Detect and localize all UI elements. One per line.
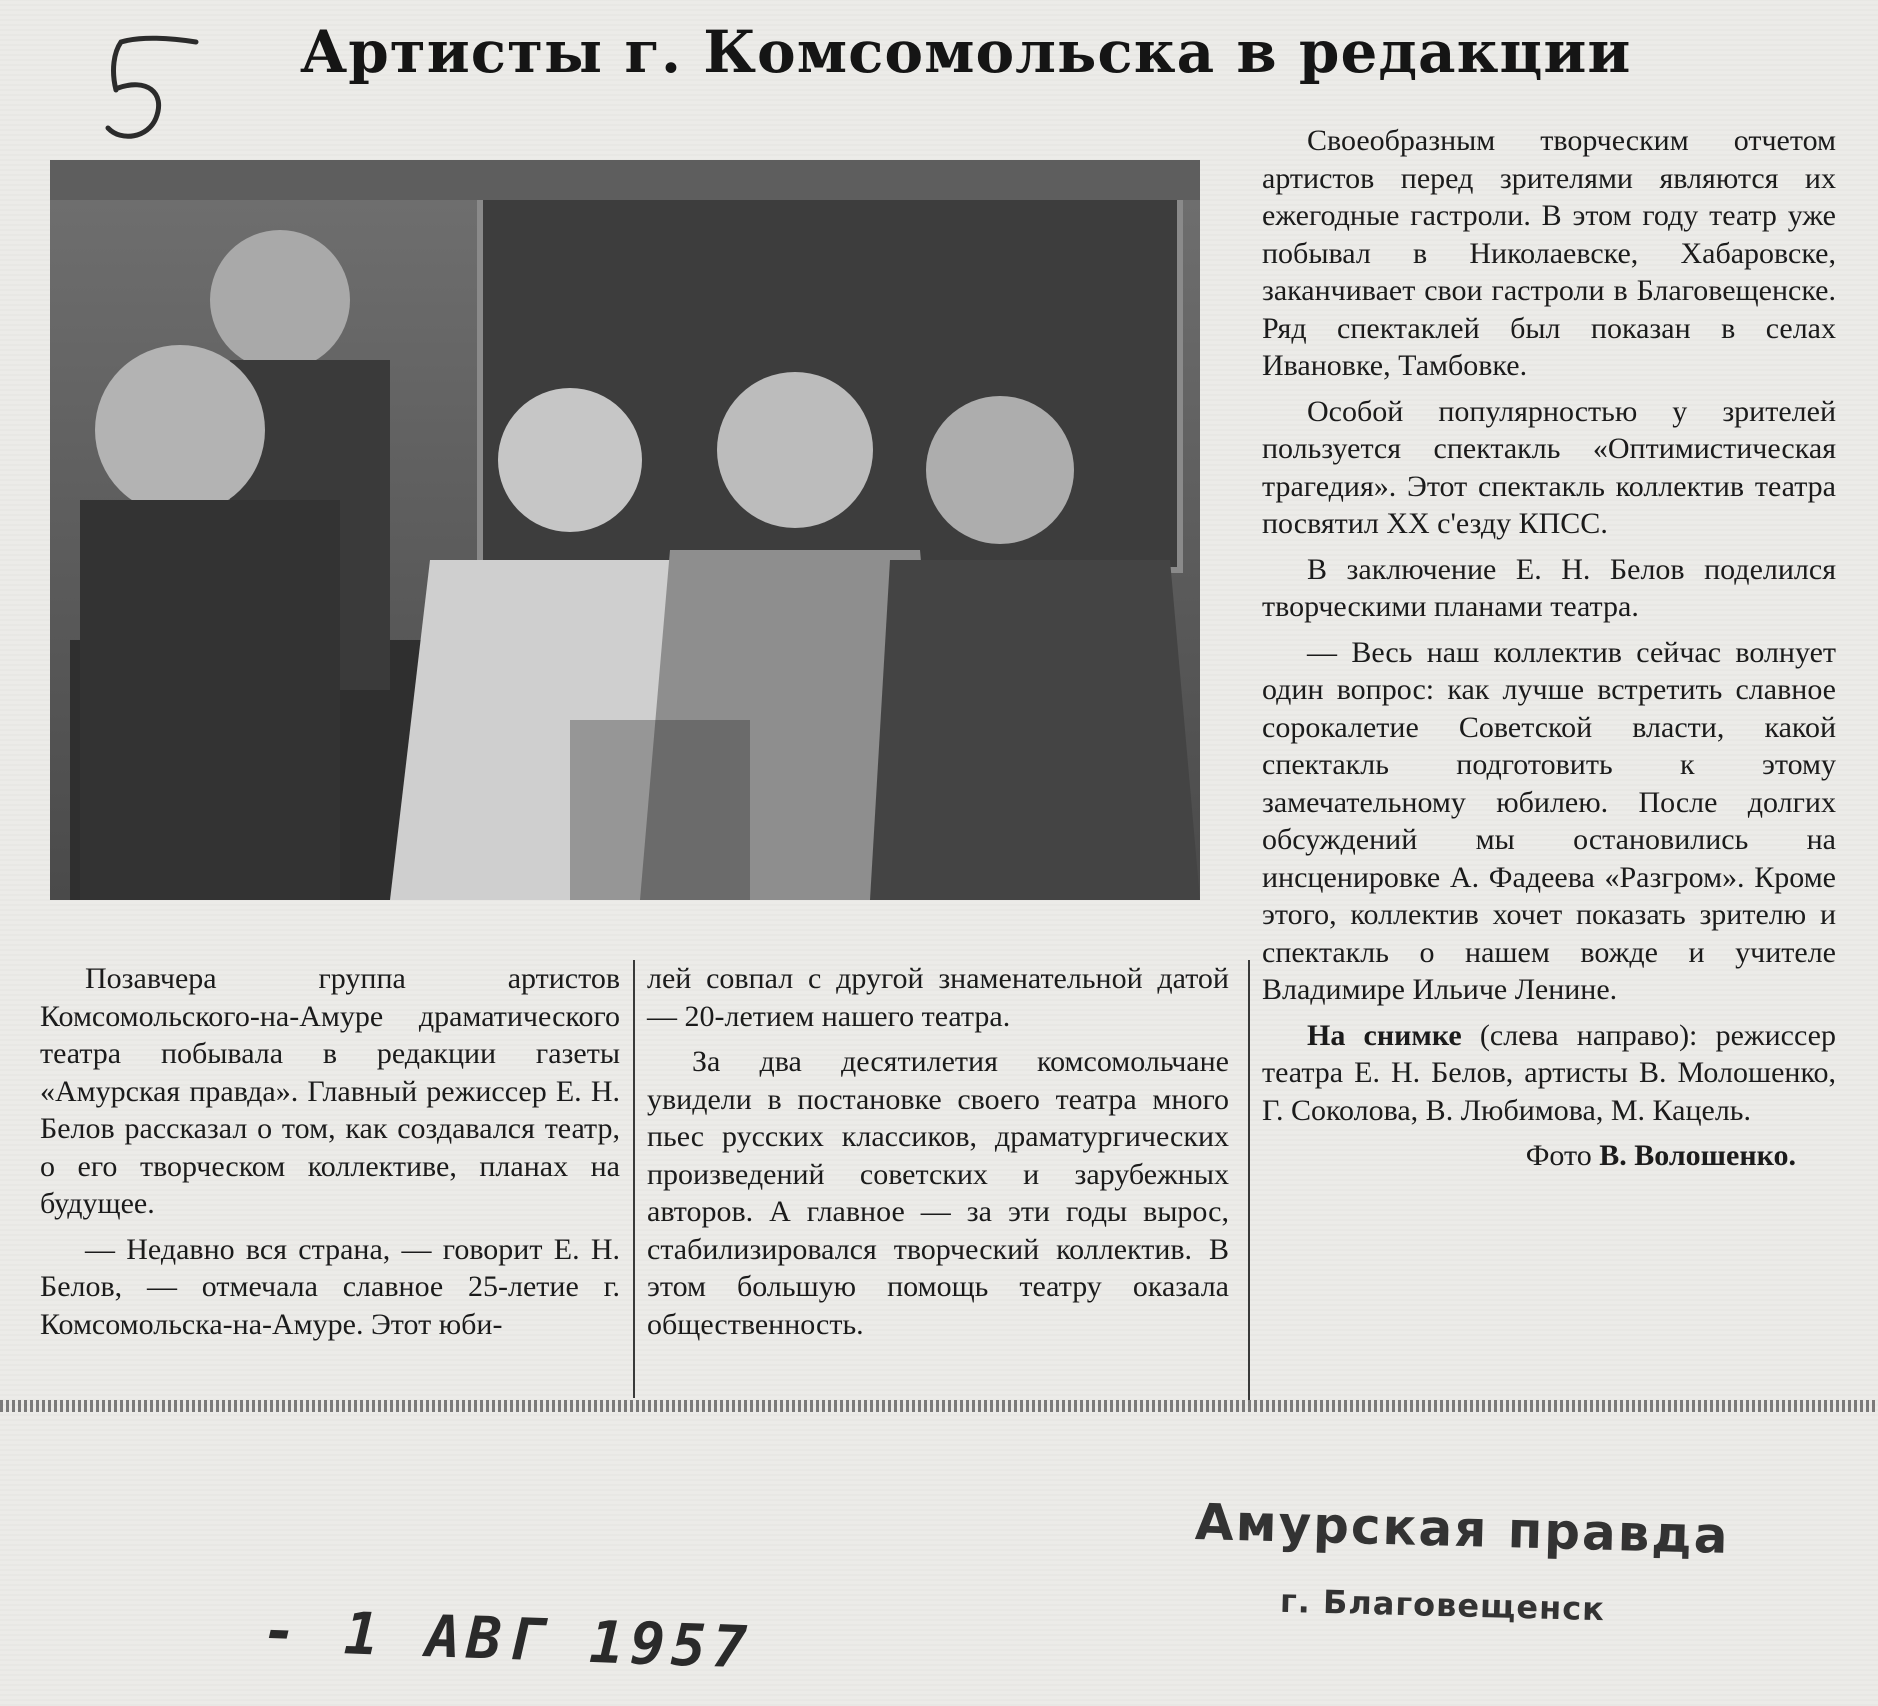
paragraph: Особой популярностью у зрителей пользуется спектакль «Оптимистическая трагедия». Этот спектакль коллектив театра посвятил XX с'езду КПСС. xyxy=(1262,394,1836,540)
paragraph: За два десятилетия комсомольчане увидели в постановке своего театра много пьес русских классиков, драматургических произведений советских и зарубежных авторов. А главное — за эти годы вырос, стабилизировался творческий коллектив. В этом большую помощь театру оказала общественность. xyxy=(647,1045,1229,1341)
clipping-edge xyxy=(0,1400,1878,1412)
date-stamp: - 1 АВГ 1957 xyxy=(260,1596,755,1682)
credit-author: В. Волошенко. xyxy=(1599,1139,1796,1172)
group-photo xyxy=(50,160,1200,900)
article-column-1 xyxy=(40,960,620,1343)
newspaper-stamp: Амурская правда xyxy=(1194,1493,1731,1565)
caption-lead: На снимке xyxy=(1307,1018,1462,1052)
article-column-2 xyxy=(647,960,1229,1343)
newspaper-city-stamp: г. Благовещенск xyxy=(1279,1581,1606,1629)
article-column-3 xyxy=(1262,122,1836,1175)
caption-text: (слева направо): режиссер театра Е. Н. Белов, артисты В. Молошенко, Г. Соколова, В. Любимова, М. Кацель. xyxy=(1262,1018,1836,1127)
handwritten-page-number xyxy=(96,30,206,150)
article-headline: Артисты г. Комсомольска в редакции xyxy=(300,18,1632,86)
paragraph: В заключение Е. Н. Белов поделился творческими планами театра. xyxy=(1262,552,1836,623)
photo-caption xyxy=(1262,1017,1836,1130)
photo-credit xyxy=(1262,1137,1836,1175)
paragraph: лей совпал с другой знаменательной датой — 20-летием нашего театра. xyxy=(647,962,1229,1033)
paragraph: — Весь наш коллектив сейчас волнует один вопрос: как лучше встретить славное сорокалетие Советской власти, какой спектакль подготовить к этому замечательному юбилею. После долгих обсуждений мы остановились на инсценировке А. Фадеева «Разгром». Кроме этого, коллектив хочет показать зрителю и спектакль о нашем вожде и учителе Владимире Ильиче Ленине. xyxy=(1262,635,1836,1006)
paragraph: Позавчера группа артистов Комсомольского-на-Амуре драматического театра побывала в редакции газеты «Амурская правда». Главный режиссер Е. Н. Белов рассказал о том, как создавался театр, о его творческом коллективе, планах на будущее. xyxy=(40,962,620,1220)
paragraph: — Недавно вся страна, — говорит Е. Н. Белов, — отмечала славное 25-летие г. Комсомольска-на-Амуре. Этот юби- xyxy=(40,1232,620,1341)
credit-prefix: Фото xyxy=(1525,1139,1600,1172)
column-divider xyxy=(1248,960,1250,1400)
column-divider xyxy=(633,960,635,1398)
paragraph: Своеобразным творческим отчетом артистов перед зрителями являются их ежегодные гастроли. В этом году театр уже побывал в Николаевске, Хабаровске, заканчивает свои гастроли в Благовещенске. Ряд спектаклей был показан в селах Ивановке, Тамбовке. xyxy=(1262,124,1836,382)
